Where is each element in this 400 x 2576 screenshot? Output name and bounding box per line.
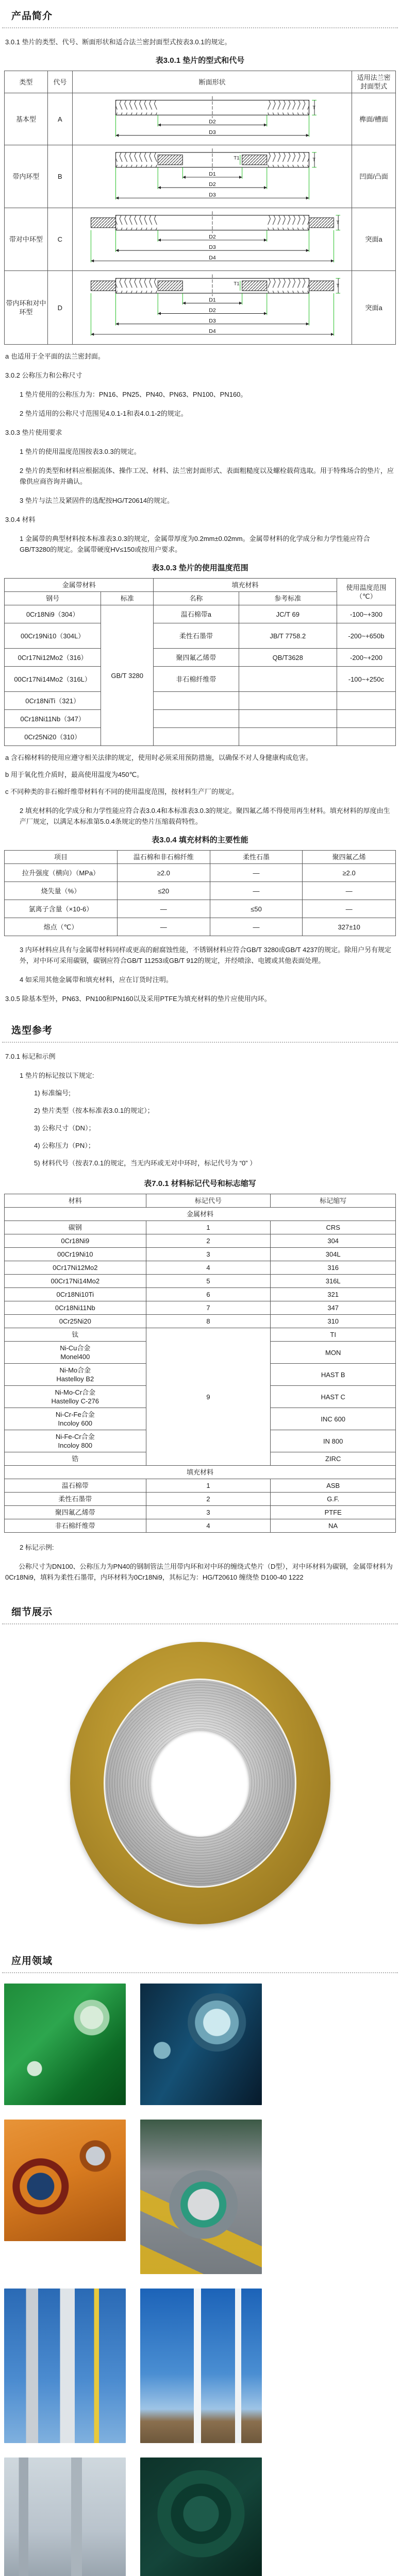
table-footnote: b 用于氧化性介质时，最高使用温度为450℃。 xyxy=(5,771,144,778)
sub-column-header: 标准 xyxy=(101,592,154,605)
svg-text:D3: D3 xyxy=(208,317,216,324)
code-cell: 5 xyxy=(146,1275,271,1288)
table-3-0-1-footnote: a 也适用于全平面的法兰密封面。 xyxy=(5,352,105,360)
gasket-type-cell: 带内环型 xyxy=(5,145,48,208)
table-header-row xyxy=(5,851,396,864)
code-cell: 6 xyxy=(146,1288,271,1301)
abbr-cell: PTFE xyxy=(271,1506,396,1519)
abbr-cell: ZIRC xyxy=(271,1452,396,1466)
table-3-0-3-title: 表3.0.3 垫片的使用温度范围 xyxy=(152,564,248,572)
marking-rule-item: 4) 公称压力（PN）； xyxy=(34,1142,95,1149)
filler-ref-standard-cell: JC/T 69 xyxy=(239,605,337,623)
svg-text:D1: D1 xyxy=(208,297,216,303)
material-name-line2: Monel400 xyxy=(60,1353,90,1361)
material-code-row xyxy=(5,1234,396,1248)
material-row xyxy=(5,649,396,667)
abbr-cell: HAST B xyxy=(271,1364,396,1386)
table-header-row xyxy=(5,1194,396,1208)
sub-column-header: 钢号 xyxy=(5,592,101,605)
abbr-cell: 304 xyxy=(271,1234,396,1248)
section-detail-display xyxy=(0,1596,400,1924)
section-application-areas xyxy=(0,1945,400,2576)
abbr-cell: 316L xyxy=(271,1275,396,1288)
table-3-0-4-title: 表3.0.4 填充材料的主要性能 xyxy=(152,836,248,844)
abbr-cell: G.F. xyxy=(271,1493,396,1506)
table-temperature-range xyxy=(4,578,396,746)
material-code-row xyxy=(5,1221,396,1234)
svg-text:D2: D2 xyxy=(208,234,216,241)
steel-grade-cell: 0Cr18NiTi（321） xyxy=(5,692,101,710)
code-cell: 8 xyxy=(146,1315,271,1328)
property-row xyxy=(5,918,396,936)
list-item-3-0-3: 3 垫片与法兰及紧固件的选配按HG/T20614的规定。 xyxy=(20,497,174,504)
material-code-row xyxy=(5,1493,396,1506)
gasket-type-row xyxy=(5,271,396,345)
flange-face-cell: 凹面/凸面 xyxy=(352,145,396,208)
example-heading: 2 标记示例: xyxy=(20,1544,54,1551)
marking-rule-list xyxy=(0,1088,400,1168)
code-cell: 7 xyxy=(146,1301,271,1315)
property-row xyxy=(5,882,396,900)
chemical-plant-pipes-photo xyxy=(4,2289,126,2443)
material-name-line1: 锆 xyxy=(72,1455,79,1463)
material-cell xyxy=(5,1452,146,1466)
heading-7-0-1: 7.0.1 标记和示例 xyxy=(5,1053,56,1060)
green-seal-rings-photo xyxy=(4,1984,126,2105)
gasket-type-cell: 基本型 xyxy=(5,93,48,145)
temp-range-cell xyxy=(337,710,395,728)
table-gasket-types xyxy=(4,71,396,345)
cross-section-drawing-C xyxy=(84,210,341,268)
material-row xyxy=(5,605,396,623)
example-text: 公称尺寸为DN100、公称压力为PN40的钢制管法兰用带内环和对中环的缠绕式垫片（D型），对中环材料为碳钢，金属带材料为0Cr18Ni9，填料为柔性石墨带，内环材料为0Cr18Ni9，其标记为：HG/T20610 缠绕垫 D100-40 1222 xyxy=(5,1563,393,1581)
temp-range-cell: -200~+650b xyxy=(337,623,395,649)
sub-column-header: 名称 xyxy=(154,592,239,605)
property-cell: — xyxy=(117,900,210,918)
svg-text:D2: D2 xyxy=(208,307,216,314)
gasket-code-cell: D xyxy=(47,271,72,345)
material-cell xyxy=(5,1386,146,1408)
flange-gasket-installation-photo xyxy=(140,2120,262,2274)
filler-ref-standard-cell xyxy=(239,728,337,746)
para-3-0-1: 3.0.1 垫片的类型、代号、断面形状和适合法兰密封面型式按表3.0.1的规定。 xyxy=(5,38,231,46)
svg-text:D3: D3 xyxy=(208,129,216,135)
abbr-cell: CRS xyxy=(271,1221,396,1234)
gasket-type-cell: 带对中环型 xyxy=(5,208,48,271)
para-3-0-5: 3.0.5 除基本型外，PN63、PN100和PN160以及采用PTFE为填充材料的垫片应使用内环。 xyxy=(5,995,271,1003)
flange-face-cell: 突面a xyxy=(352,208,396,271)
material-cell xyxy=(5,1430,146,1452)
filler-name-cell xyxy=(154,692,239,710)
abbr-cell: TI xyxy=(271,1328,396,1342)
table-3-0-3-footnotes xyxy=(0,752,400,797)
property-cell: — xyxy=(210,918,303,936)
abbr-cell: INC 600 xyxy=(271,1408,396,1430)
gasket-type-row xyxy=(5,93,396,145)
section-title-application: 应用领域 xyxy=(11,1956,53,1967)
code-cell: 3 xyxy=(146,1248,271,1261)
column-header: 聚四氟乙烯 xyxy=(303,851,396,864)
svg-text:T1: T1 xyxy=(233,155,240,161)
column-header: 类型 xyxy=(5,71,48,93)
table-material-codes xyxy=(4,1194,396,1533)
material-row xyxy=(5,728,396,746)
property-cell: 327±10 xyxy=(303,918,396,936)
material-code-row xyxy=(5,1506,396,1519)
property-cell: ≤20 xyxy=(117,882,210,900)
column-header: 标记代号 xyxy=(146,1194,271,1208)
material-cell xyxy=(5,1342,146,1364)
property-row xyxy=(5,864,396,882)
filler-ref-standard-cell: QB/T3628 xyxy=(239,649,337,667)
material-cell xyxy=(5,1328,146,1342)
property-cell: 烧失量（%） xyxy=(5,882,118,900)
svg-text:T: T xyxy=(336,283,339,289)
property-cell: — xyxy=(210,882,303,900)
section-title-selection: 选型参考 xyxy=(11,1025,53,1036)
table-header-row xyxy=(5,579,396,592)
material-cell xyxy=(5,1364,146,1386)
steel-grade-cell: 00Cr17Ni14Mo2（316L） xyxy=(5,667,101,692)
material-code-row xyxy=(5,1315,396,1328)
list-3-0-2 xyxy=(0,389,400,419)
material-cell: 0Cr25Ni20 xyxy=(5,1315,146,1328)
temp-range-cell xyxy=(337,692,395,710)
dotted-divider xyxy=(2,27,398,28)
filler-section-row xyxy=(5,1466,396,1479)
temp-range-cell xyxy=(337,728,395,746)
property-cell: 拉升强度（横向）（MPa） xyxy=(5,864,118,882)
code-cell: 4 xyxy=(146,1519,271,1533)
filler-ref-standard-cell: JB/T 7758.2 xyxy=(239,623,337,649)
code-cell: 3 xyxy=(146,1506,271,1519)
steel-grade-cell: 00Cr19Ni10（304L） xyxy=(5,623,101,649)
material-code-row xyxy=(5,1479,396,1493)
cross-section-drawing-B xyxy=(84,147,341,206)
filler-name-cell xyxy=(154,710,239,728)
section-label-cell: 金属材料 xyxy=(5,1208,396,1221)
filler-name-cell: 聚四氟乙烯带 xyxy=(154,649,239,667)
material-name-line2: Hastelloy C-276 xyxy=(51,1397,99,1405)
material-code-row xyxy=(5,1301,396,1315)
marking-rule-item: 1) 标准编号; xyxy=(34,1089,71,1097)
abbr-cell: 304L xyxy=(271,1248,396,1261)
material-name-line2: Incoloy 600 xyxy=(58,1419,93,1427)
material-name-line1: Ni-Cu合金 xyxy=(60,1344,91,1352)
coiled-dark-pipes-photo xyxy=(140,2458,262,2576)
table-filler-properties xyxy=(4,850,396,936)
material-name-line1: Ni-Mo合金 xyxy=(59,1366,91,1374)
heading-3-0-3: 3.0.3 垫片使用要求 xyxy=(5,429,62,436)
standard-merged-cell: GB/T 3280 xyxy=(101,605,154,746)
svg-text:D2: D2 xyxy=(208,181,216,188)
column-header: 柔性石墨 xyxy=(210,851,303,864)
sub-column-header: 参考标准 xyxy=(239,592,337,605)
gasket-code-cell: A xyxy=(47,93,72,145)
list-item-3-0-2: 1 垫片使用的公称压力为：PN16、PN25、PN40、PN63、PN100、PN160。 xyxy=(20,391,247,398)
para-ring-3: 3 内环材料应具有与金属带材料同样或更高的耐腐蚀性能，不锈钢材料应符合GB/T 3280或GB/T 4237的规定。除用户另有规定外，对中环可采用碳钢，碳钢应符合GB/T 11253或GB/T 912的规定，并经喷涂、电镀或其他表面处理。 xyxy=(20,946,392,964)
gasket-type-row xyxy=(5,208,396,271)
filler-name-cell xyxy=(154,728,239,746)
assorted-gaskets-photo xyxy=(4,2120,126,2241)
table-7-0-1-title: 表7.0.1 材料标记代号和标志缩写 xyxy=(144,1179,256,1188)
material-cell: 温石棉带 xyxy=(5,1479,146,1493)
cross-section-cell xyxy=(73,93,352,145)
property-cell: — xyxy=(303,900,396,918)
heading-3-0-2: 3.0.2 公称压力和公称尺寸 xyxy=(5,371,82,379)
material-name-line1: Ni-Mo-Cr合金 xyxy=(55,1388,96,1396)
para-filler-2: 2 填充材料的化学成分和力学性能应符合表3.0.4和本标准表3.0.3的规定。聚四氟乙烯不得使用再生材料。填充材料的厚度由生产厂规定，以满足本标准第5.0.4条规定的垫片压缩载荷特性。 xyxy=(20,807,390,825)
svg-text:T: T xyxy=(312,105,315,111)
svg-text:T: T xyxy=(312,157,315,163)
filler-name-cell: 温石棉带a xyxy=(154,605,239,623)
section-title-intro: 产品简介 xyxy=(11,11,53,22)
material-code-row xyxy=(5,1288,396,1301)
filler-name-cell: 非石棉纤维带 xyxy=(154,667,239,692)
abbr-cell: 321 xyxy=(271,1288,396,1301)
property-cell: ≥2.0 xyxy=(117,864,210,882)
abbr-cell: IN 800 xyxy=(271,1430,396,1452)
marking-rule-intro: 1 垫片的标记按以下规定: xyxy=(20,1072,94,1079)
property-cell: 氯离子含量（×10-6） xyxy=(5,900,118,918)
list-item-3-0-2: 2 垫片适用的公称尺寸范围见4.0.1-1和表4.0.1-2的规定。 xyxy=(20,410,188,417)
property-cell: ≤50 xyxy=(210,900,303,918)
flange-face-cell: 突面a xyxy=(352,271,396,345)
application-photo-grid xyxy=(4,1984,396,2576)
heading-3-0-4: 3.0.4 材料 xyxy=(5,516,36,523)
column-header: 适用法兰密封面型式 xyxy=(352,71,396,93)
material-row xyxy=(5,710,396,728)
abbr-cell: HAST C xyxy=(271,1386,396,1408)
material-cell: 0Cr18Ni9 xyxy=(5,1234,146,1248)
steel-grade-cell: 0Cr25Ni20（310） xyxy=(5,728,101,746)
code-cell: 4 xyxy=(146,1261,271,1275)
abbr-cell: MON xyxy=(271,1342,396,1364)
filler-ref-standard-cell xyxy=(239,692,337,710)
gasket-code-cell: B xyxy=(47,145,72,208)
dotted-divider xyxy=(2,1972,398,1973)
marking-rule-item: 5) 材料代号（按表7.0.1的规定，当无内环或无对中环时，标记代号为 “0” ） xyxy=(34,1159,257,1167)
marking-rule-item: 2) 垫片类型（按本标准表3.0.1的规定）； xyxy=(34,1107,154,1114)
steel-grade-cell: 0Cr18Ni11Nb（347） xyxy=(5,710,101,728)
material-name-line1: 钛 xyxy=(72,1331,79,1338)
abbr-cell: ASB xyxy=(271,1479,396,1493)
material-code-row xyxy=(5,1261,396,1275)
filler-ref-standard-cell xyxy=(239,710,337,728)
marking-rule-item: 3) 公称尺寸（DN）； xyxy=(34,1124,95,1132)
material-code-row xyxy=(5,1275,396,1288)
gasket-winding-machine-photo xyxy=(140,1984,262,2105)
list-item-3-0-3: 1 垫片的使用温度范围按表3.0.3的规定。 xyxy=(20,448,141,455)
code-cell: 1 xyxy=(146,1479,271,1493)
steel-grade-cell: 0Cr17Ni12Mo2（316） xyxy=(5,649,101,667)
para-other-4: 4 如采用其他金属带和填充材料，应在订货时注明。 xyxy=(20,976,173,984)
column-header: 断面形状 xyxy=(73,71,352,93)
material-name-line1: Ni-Fe-Cr合金 xyxy=(55,1433,95,1440)
filler-name-cell: 柔性石墨带 xyxy=(154,623,239,649)
material-cell: 0Cr18Ni10Ti xyxy=(5,1288,146,1301)
column-header: 标记缩写 xyxy=(271,1194,396,1208)
cross-section-cell xyxy=(73,271,352,345)
list-3-0-3 xyxy=(0,446,400,506)
temp-range-cell: -100~+250c xyxy=(337,667,395,692)
wind-turbines-photo xyxy=(140,2289,262,2443)
property-cell: — xyxy=(117,918,210,936)
gasket-type-row xyxy=(5,145,396,208)
flange-face-cell: 榫面/槽面 xyxy=(352,93,396,145)
code-cell: 2 xyxy=(146,1493,271,1506)
cross-section-drawing-A xyxy=(84,95,341,143)
property-cell: — xyxy=(303,882,396,900)
code-cell: 2 xyxy=(146,1234,271,1248)
material-cell xyxy=(5,1408,146,1430)
material-cell: 00Cr17Ni14Mo2 xyxy=(5,1275,146,1288)
column-header: 项目 xyxy=(5,851,118,864)
material-cell: 非石棉纤维带 xyxy=(5,1519,146,1533)
material-cell: 聚四氟乙烯带 xyxy=(5,1506,146,1519)
temp-range-cell: -200~+200 xyxy=(337,649,395,667)
temp-range-cell: -100~+300 xyxy=(337,605,395,623)
gasket-code-cell: C xyxy=(47,208,72,271)
material-code-row xyxy=(5,1519,396,1533)
column-header: 材料 xyxy=(5,1194,146,1208)
code-cell: 1 xyxy=(146,1221,271,1234)
material-cell: 0Cr17Ni12Mo2 xyxy=(5,1261,146,1275)
material-row xyxy=(5,692,396,710)
code-merged-cell: 9 xyxy=(146,1328,271,1466)
para-3-0-4-item1: 1 金属带的典型材料按本标准表3.0.3的规定，金属带厚度为0.2mm±0.02mm。金属带材料的化学成分和力学性能应符合GB/T3280的规定。金属带硬度HV≤150或按用户要求。 xyxy=(20,535,370,553)
svg-text:D3: D3 xyxy=(208,192,216,198)
svg-text:D4: D4 xyxy=(208,328,216,335)
material-name-line1: Ni-Cr-Fe合金 xyxy=(55,1411,95,1418)
metal-section-row xyxy=(5,1208,396,1221)
industrial-plant-photo xyxy=(4,2458,126,2576)
column-header: 温石棉和非石棉纤维 xyxy=(117,851,210,864)
svg-text:T: T xyxy=(336,220,339,226)
group-header-filler: 填充材料 xyxy=(154,579,337,592)
gasket-type-cell: 带内环和对中环型 xyxy=(5,271,48,345)
gasket-bore xyxy=(151,1730,249,1837)
section-selection-reference xyxy=(0,1014,400,1583)
cross-section-drawing-D xyxy=(84,273,341,342)
material-row xyxy=(5,623,396,649)
svg-text:T1: T1 xyxy=(233,281,240,287)
column-header: 代号 xyxy=(47,71,72,93)
section-product-intro xyxy=(0,0,400,1004)
abbr-cell: 347 xyxy=(271,1301,396,1315)
abbr-cell: NA xyxy=(271,1519,396,1533)
section-label-cell: 填充材料 xyxy=(5,1466,396,1479)
svg-text:D1: D1 xyxy=(208,171,216,178)
dotted-divider xyxy=(2,1623,398,1624)
abbr-cell: 310 xyxy=(271,1315,396,1328)
property-cell: 熔点（℃） xyxy=(5,918,118,936)
gasket-detail-photo xyxy=(70,1642,330,1924)
material-cell: 00Cr19Ni10 xyxy=(5,1248,146,1261)
material-code-row xyxy=(5,1248,396,1261)
material-cell: 碳钢 xyxy=(5,1221,146,1234)
dotted-divider xyxy=(2,1041,398,1043)
material-name-line2: Hastelloy B2 xyxy=(56,1375,94,1383)
cross-section-cell xyxy=(73,145,352,208)
list-item-3-0-3: 2 垫片的类型和材料应根据流体、操作工况、材料、法兰密封面形式、表面粗糙度以及螺栓载荷选取。用于特殊场合的垫片，应像供应商咨询并确认。 xyxy=(20,467,394,485)
material-name-line2: Incoloy 800 xyxy=(58,1442,93,1449)
property-cell: — xyxy=(210,864,303,882)
section-title-detail: 细节展示 xyxy=(11,1607,53,1618)
svg-text:D3: D3 xyxy=(208,244,216,251)
material-code-row xyxy=(5,1328,396,1342)
table-footnote: a 含石棉材料的使用应遵守相关法律的规定，使用时必须采用预防措施，以确保不对人身健康构成危害。 xyxy=(5,754,312,761)
material-cell: 柔性石墨带 xyxy=(5,1493,146,1506)
table-footnote: c 不同种类的非石棉纤维带材料有不同的使用温度范围，按材料生产厂的规定。 xyxy=(5,788,239,795)
group-header-temp: 使用温度范围（℃） xyxy=(337,579,395,605)
group-header-metal: 金属带材料 xyxy=(5,579,154,592)
table-header-row xyxy=(5,71,396,93)
svg-text:D4: D4 xyxy=(208,255,216,261)
property-cell: ≥2.0 xyxy=(303,864,396,882)
material-cell: 0Cr18Ni11Nb xyxy=(5,1301,146,1315)
table-3-0-1-title: 表3.0.1 垫片的型式和代号 xyxy=(155,56,245,65)
steel-grade-cell: 0Cr18Ni9（304） xyxy=(5,605,101,623)
property-row xyxy=(5,900,396,918)
abbr-cell: 316 xyxy=(271,1261,396,1275)
svg-text:D2: D2 xyxy=(208,118,216,125)
filler-ref-standard-cell xyxy=(239,667,337,692)
cross-section-cell xyxy=(73,208,352,271)
material-row xyxy=(5,667,396,692)
